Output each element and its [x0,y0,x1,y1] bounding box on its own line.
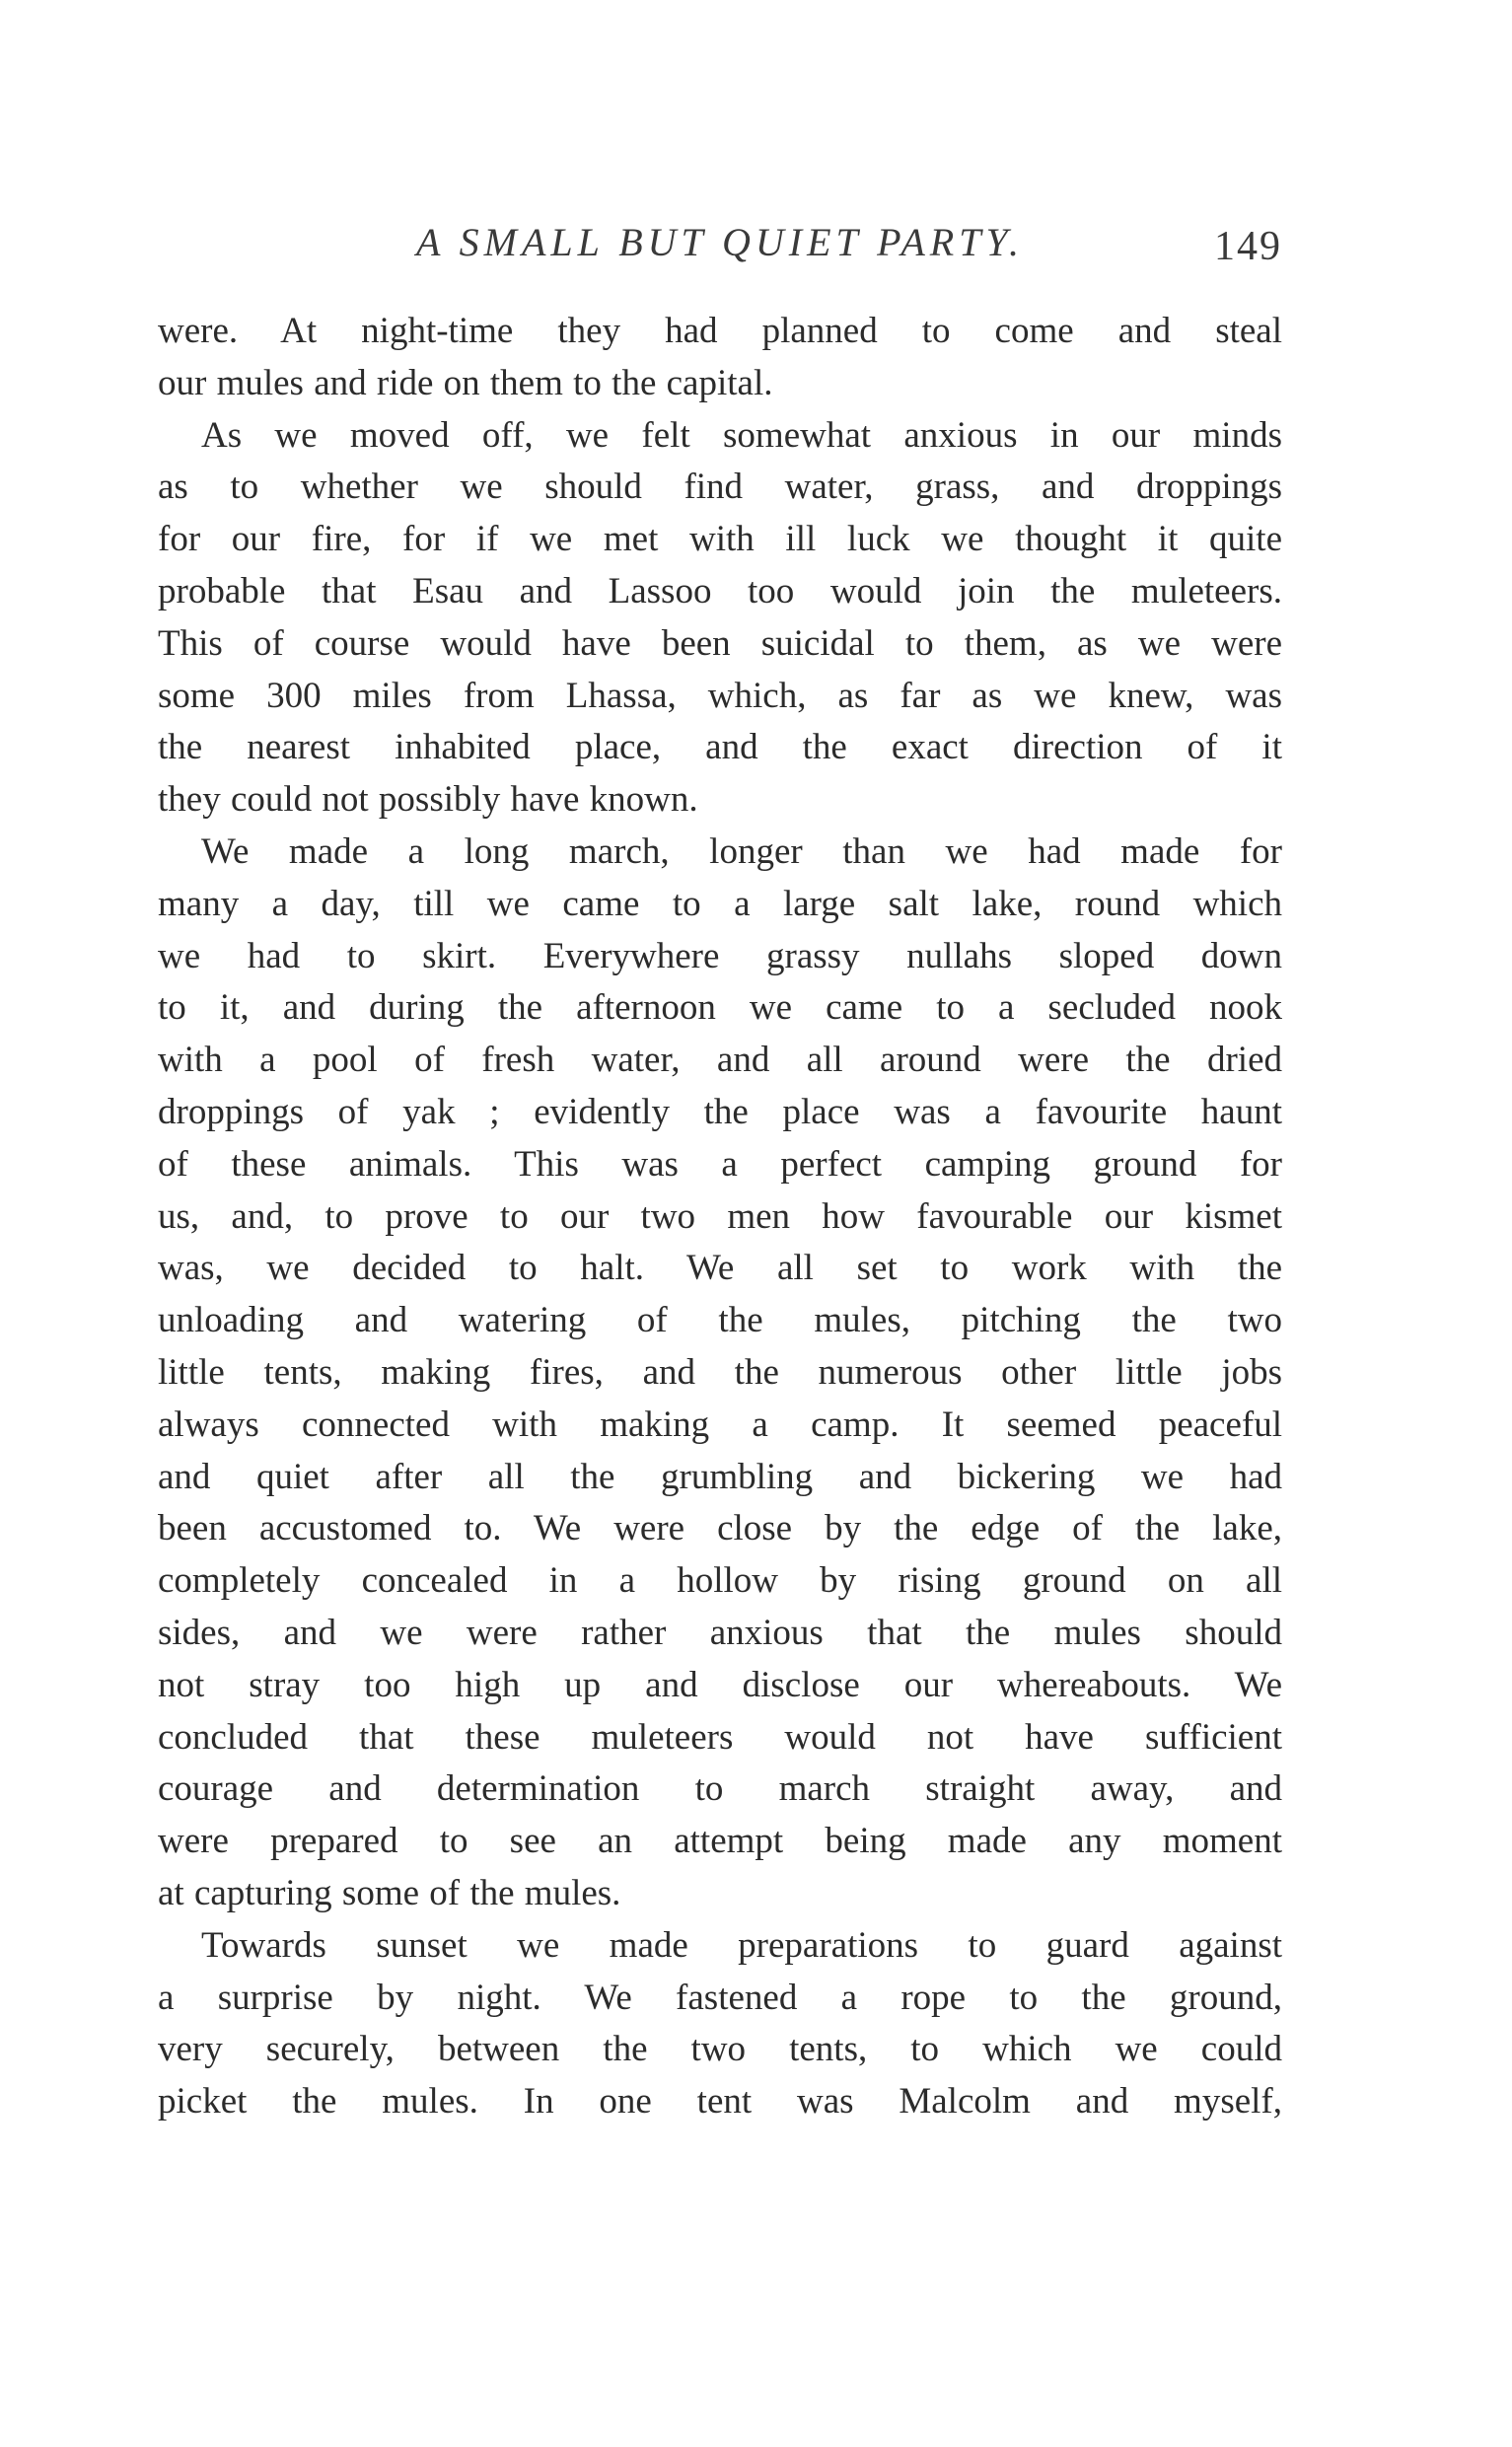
text-line: us, and, to prove to our two men how favourable our kismet [158,1195,1282,1237]
text-line: picket the mules. In one tent was Malcolm and myself, [158,2081,1282,2123]
text-line: the nearest inhabited place, and the exact direction of it [158,727,1282,768]
text-line: droppings of yak ; evidently the place was a favourite haunt [158,1091,1282,1132]
body-text [158,306,1282,2128]
text-line: courage and determination to march straight away, and [158,1768,1282,1810]
text-line: was, we decided to halt. We all set to work with the [158,1248,1282,1289]
running-title: A SMALL BUT QUIET PARTY. [415,220,1025,264]
text-line: our mules and ride on them to the capital. [158,362,773,403]
text-line: to it, and during the afternoon we came to a secluded nook [158,987,1282,1029]
text-line: little tents, making fires, and the numerous other little jobs [158,1351,1282,1393]
text-line: concluded that these muleteers would not have sufficient [158,1716,1282,1758]
text-line: with a pool of fresh water, and all around were the dried [158,1040,1282,1081]
text-line: very securely, between the two tents, to which we could [158,2029,1282,2070]
text-line: some 300 miles from Lhassa, which, as far as we knew, was [158,675,1282,716]
text-line: they could not possibly have known. [158,779,698,821]
text-line: Towards sunset we made preparations to guard against [201,1924,1282,1966]
text-line: of these animals. This was a perfect camping ground for [158,1143,1282,1185]
text-line: many a day, till we came to a large salt lake, round which [158,883,1282,924]
running-head [158,219,1282,278]
text-line: at capturing some of the mules. [158,1872,621,1913]
text-line: been accustomed to. We were close by the edge of the lake, [158,1508,1282,1549]
text-line: and quiet after all the grumbling and bickering we had [158,1456,1282,1497]
text-line: we had to skirt. Everywhere grassy nullahs sloped down [158,935,1282,976]
text-line: probable that Esau and Lassoo too would join the muleteers. [158,570,1282,612]
text-line: unloading and watering of the mules, pitching the two [158,1300,1282,1341]
page-number: 149 [1214,224,1282,269]
text-line: always connected with making a camp. It seemed peaceful [158,1403,1282,1445]
text-line: as to whether we should find water, grass, and droppings [158,467,1282,508]
text-line: completely concealed in a hollow by rising ground on all [158,1560,1282,1602]
text-line: for our fire, for if we met with ill luck we thought it quite [158,519,1282,560]
text-line: were prepared to see an attempt being made any moment [158,1821,1282,1862]
text-line: a surprise by night. We fastened a rope to the ground, [158,1977,1282,2018]
text-line: We made a long march, longer than we had made for [201,830,1282,872]
text-line: As we moved off, we felt somewhat anxious in our minds [201,414,1282,456]
text-line: not stray too high up and disclose our whereabouts. We [158,1664,1282,1705]
text-line: This of course would have been suicidal to them, as we were [158,622,1282,664]
text-line: sides, and we were rather anxious that the mules should [158,1612,1282,1653]
text-line: were. At night-time they had planned to come and steal [158,311,1282,351]
